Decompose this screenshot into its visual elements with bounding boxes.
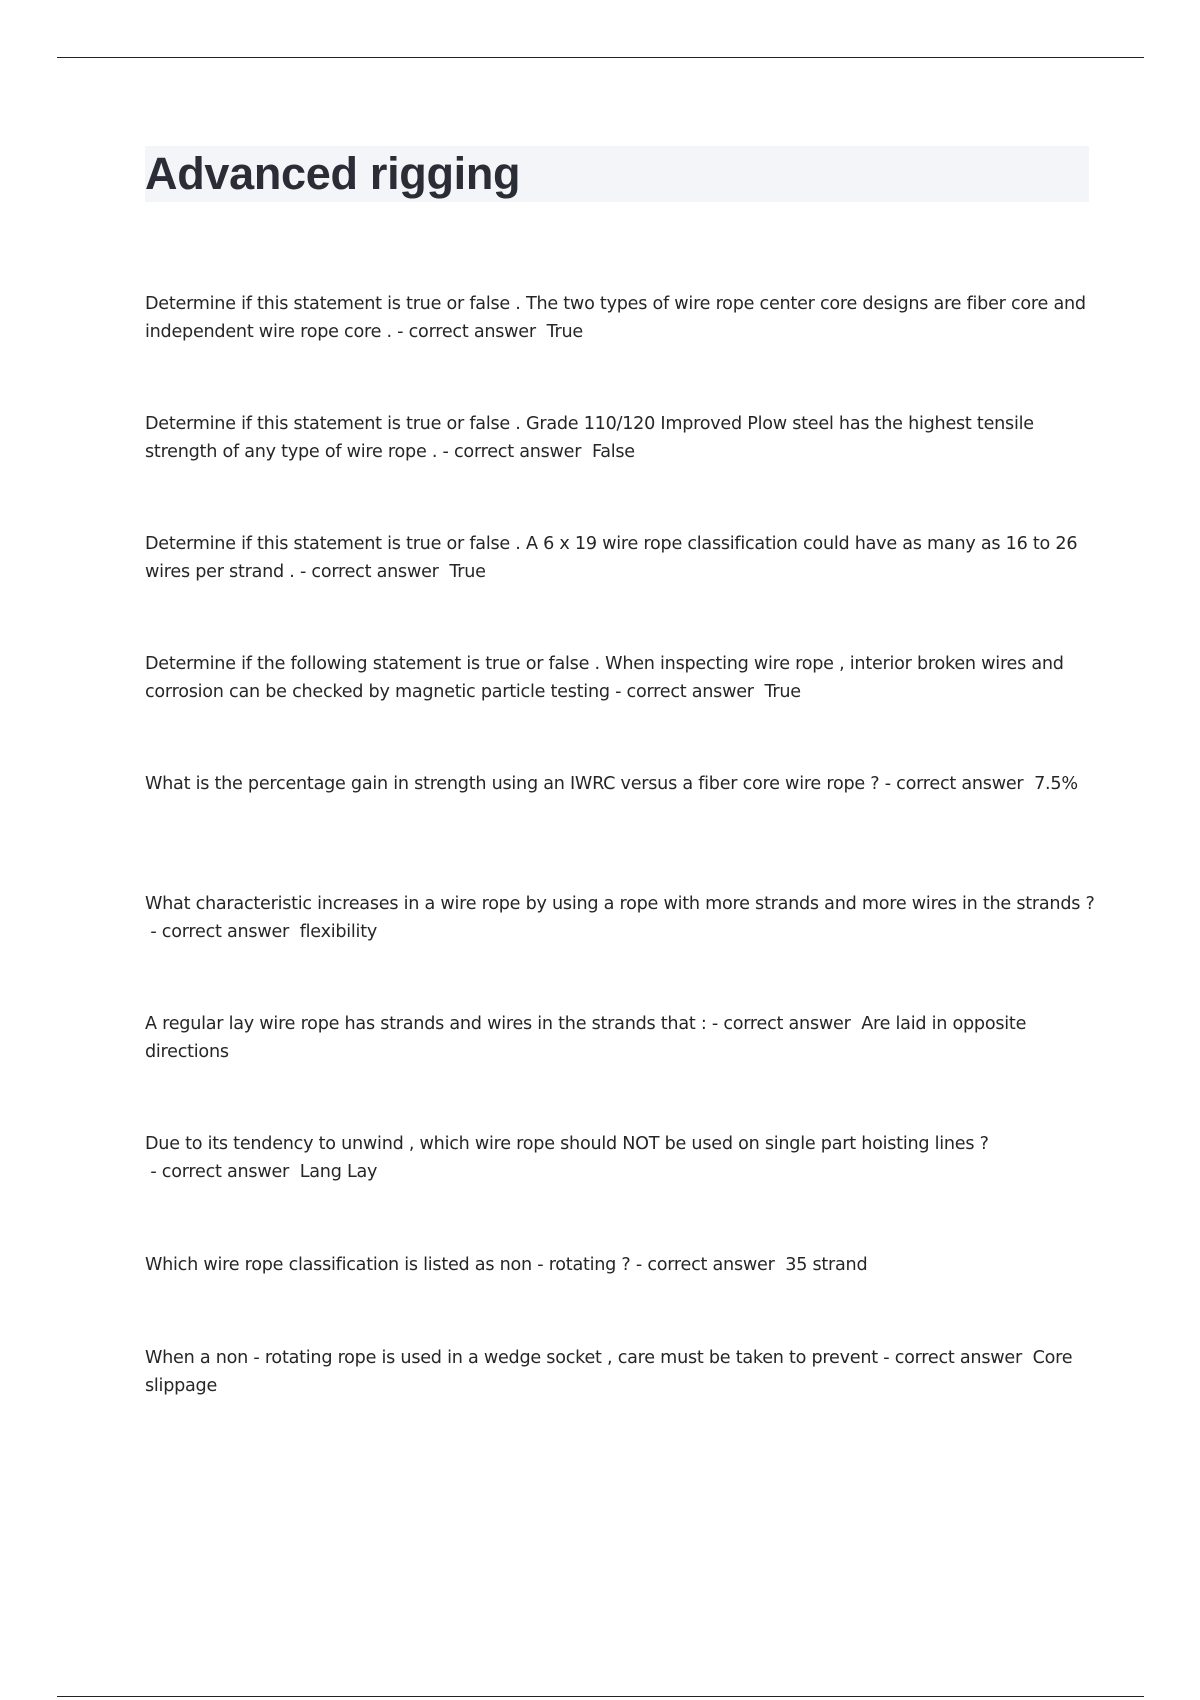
answer-separator: - correct answer (145, 1162, 300, 1182)
qa-item (145, 290, 1095, 346)
answer-text: Core slippage (145, 1348, 1073, 1396)
answer-text: True (764, 682, 801, 702)
answer-text: Lang Lay (299, 1162, 378, 1182)
question-text: When a non - rotating rope is used in a wedge socket , care must be taken to prevent (145, 1348, 878, 1368)
question-text: Which wire rope classification is listed as non - rotating ? (145, 1255, 631, 1275)
question-text: Determine if the following statement is true or false . When inspecting wire rope , interior broken wires and corrosion can be checked by magnetic particle testing (145, 654, 1064, 702)
question-text: What is the percentage gain in strength using an IWRC versus a fiber core wire rope ? (145, 774, 880, 794)
question-text: What characteristic increases in a wire rope by using a rope with more strands and more wires in the strands ? (145, 894, 1095, 914)
answer-separator: - correct answer (609, 682, 765, 702)
document-title: Advanced rigging (145, 148, 521, 199)
qa-item (145, 1251, 1095, 1279)
answer-separator: - correct answer (391, 322, 547, 342)
answer-text: 7.5% (1034, 774, 1078, 794)
answer-text: False (591, 442, 635, 462)
qa-item (145, 1344, 1095, 1400)
question-text: Determine if this statement is true or false . A 6 x 19 wire rope classification could have as many as 16 to 26 wires per strand . (145, 534, 1078, 582)
answer-text: 35 strand (785, 1255, 868, 1275)
answer-separator: - correct answer (879, 774, 1035, 794)
bottom-rule (57, 1696, 1144, 1697)
top-rule (57, 57, 1144, 58)
question-text: A regular lay wire rope has strands and wires in the strands that : (145, 1014, 707, 1034)
answer-separator: - correct answer (294, 562, 450, 582)
answer-text: True (546, 322, 583, 342)
answer-text: flexibility (299, 922, 378, 942)
qa-item (145, 890, 1095, 946)
question-text: Determine if this statement is true or false . Grade 110/120 Improved Plow steel has the highest tensile strength of any type of wire rope . (145, 414, 1034, 462)
answer-separator: - correct answer (877, 1348, 1033, 1368)
answer-separator: - correct answer (437, 442, 592, 462)
qa-item (145, 530, 1095, 586)
answer-separator: - correct answer (706, 1014, 862, 1034)
question-text: Determine if this statement is true or false . The two types of wire rope center core designs are fiber core and independent wire rope core . (145, 294, 1086, 342)
qa-item (145, 1010, 1095, 1066)
answer-text: True (449, 562, 486, 582)
qa-item (145, 1130, 1095, 1186)
qa-item (145, 650, 1095, 706)
answer-separator: - correct answer (145, 922, 300, 942)
answer-separator: - correct answer (630, 1255, 786, 1275)
qa-item (145, 410, 1095, 466)
answer-text: Are laid in opposite directions (145, 1014, 1027, 1062)
qa-item (145, 770, 1095, 798)
question-text: Due to its tendency to unwind , which wire rope should NOT be used on single part hoisting lines ? (145, 1134, 989, 1154)
